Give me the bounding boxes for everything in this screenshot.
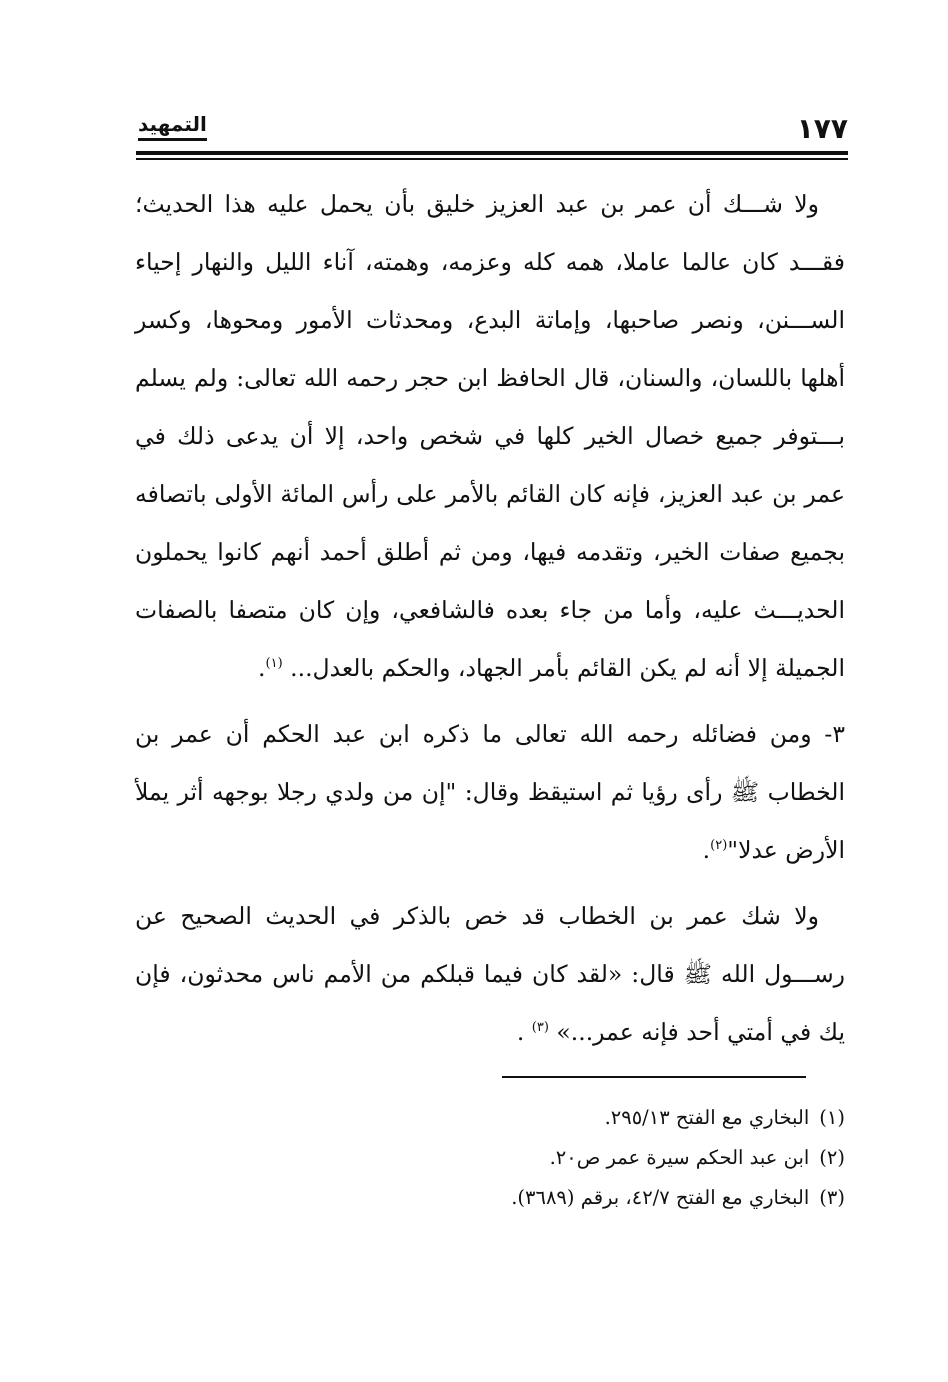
section-title-underline xyxy=(138,138,207,141)
header-rule-thick xyxy=(136,151,848,155)
footnote-text: البخاري مع الفتح ٤٢/٧، برقم (٣٦٨٩). xyxy=(511,1186,810,1209)
footnote-text: البخاري مع الفتح ٢٩٥/١٣. xyxy=(604,1106,810,1129)
paragraph-3-text: ولا شك عمر بن الخطاب قد خص بالذكر في الحديث الصحيح عن رســـول الله ﷺ قال: «لقد كان فيما قبلكم من الأمم ناس محدثون، فإن يك في أمتي أحد فإنه عمر...» xyxy=(135,902,845,1046)
paragraph-2 xyxy=(135,705,845,879)
footnote-number: (٢) xyxy=(819,1146,845,1169)
page-number: ١٧٧ xyxy=(796,112,848,145)
section-title-text: التمهيد xyxy=(138,112,207,136)
footnote-ref-2: (٢) xyxy=(710,838,728,853)
footnote-number: (٣) xyxy=(819,1186,845,1209)
footnote-number: (١) xyxy=(819,1106,845,1129)
footnote-ref-1: (١) xyxy=(265,656,283,671)
paragraph-3-end: . xyxy=(516,1018,532,1046)
paragraph-2-end: . xyxy=(702,836,711,864)
footnote-ref-3: (٣) xyxy=(531,1020,549,1035)
footnote-1 xyxy=(200,1098,845,1138)
paragraph-3 xyxy=(135,887,845,1061)
footnote-separator xyxy=(502,1076,806,1078)
section-title xyxy=(138,112,207,141)
paragraph-1-text: ولا شـــك أن عمر بن عبد العزيز خليق بأن يحمل عليه هذا الحديث؛ فقـــد كان عالما عاملا، همه كله وعزمه، وهمته، آناء الليل والنهار إحياء الســـنن، ونصر صاحبها، وإماتة البدع، ومحدثات الأمور ومحوها، وكسر أهلها باللسان، والسنان، قال الحافظ ابن حجر رحمه الله تعالى: ولم يسلم بـــتوفر جميع خصال الخير كلها في شخص واحد، إلا أن يدعى ذلك في عمر بن عبد العزيز، فإنه كان القائم بالأمر على رأس المائة الأولى باتصافه بجميع صفات الخير، وتقدمه فيها، ومن ثم أطلق أحمد أنهم كانوا يحملون الحديـــث عليه، وأما من جاء بعده فالشافعي، وإن كان متصفا بالصفات الجميلة إلا أنه لم يكن القائم بأمر الجهاد، والحكم بالعدل... xyxy=(135,190,845,682)
paragraph-1-end: . xyxy=(258,654,266,682)
main-text xyxy=(135,175,845,1061)
footnotes xyxy=(200,1098,845,1218)
paragraph-1 xyxy=(135,175,845,697)
paragraph-2-text: ٣- ومن فضائله رحمه الله تعالى ما ذكره ابن عبد الحكم أن عمر بن الخطاب ﷺ رأى رؤيا ثم استيقظ وقال: "إن من ولدي رجلا بوجهه أثر يملأ الأرض عدلا" xyxy=(135,720,845,864)
footnote-text: ابن عبد الحكم سيرة عمر ص٢٠. xyxy=(549,1146,810,1169)
footnote-3 xyxy=(200,1178,845,1218)
footnote-2 xyxy=(200,1138,845,1178)
header-rule-thin xyxy=(136,158,848,160)
